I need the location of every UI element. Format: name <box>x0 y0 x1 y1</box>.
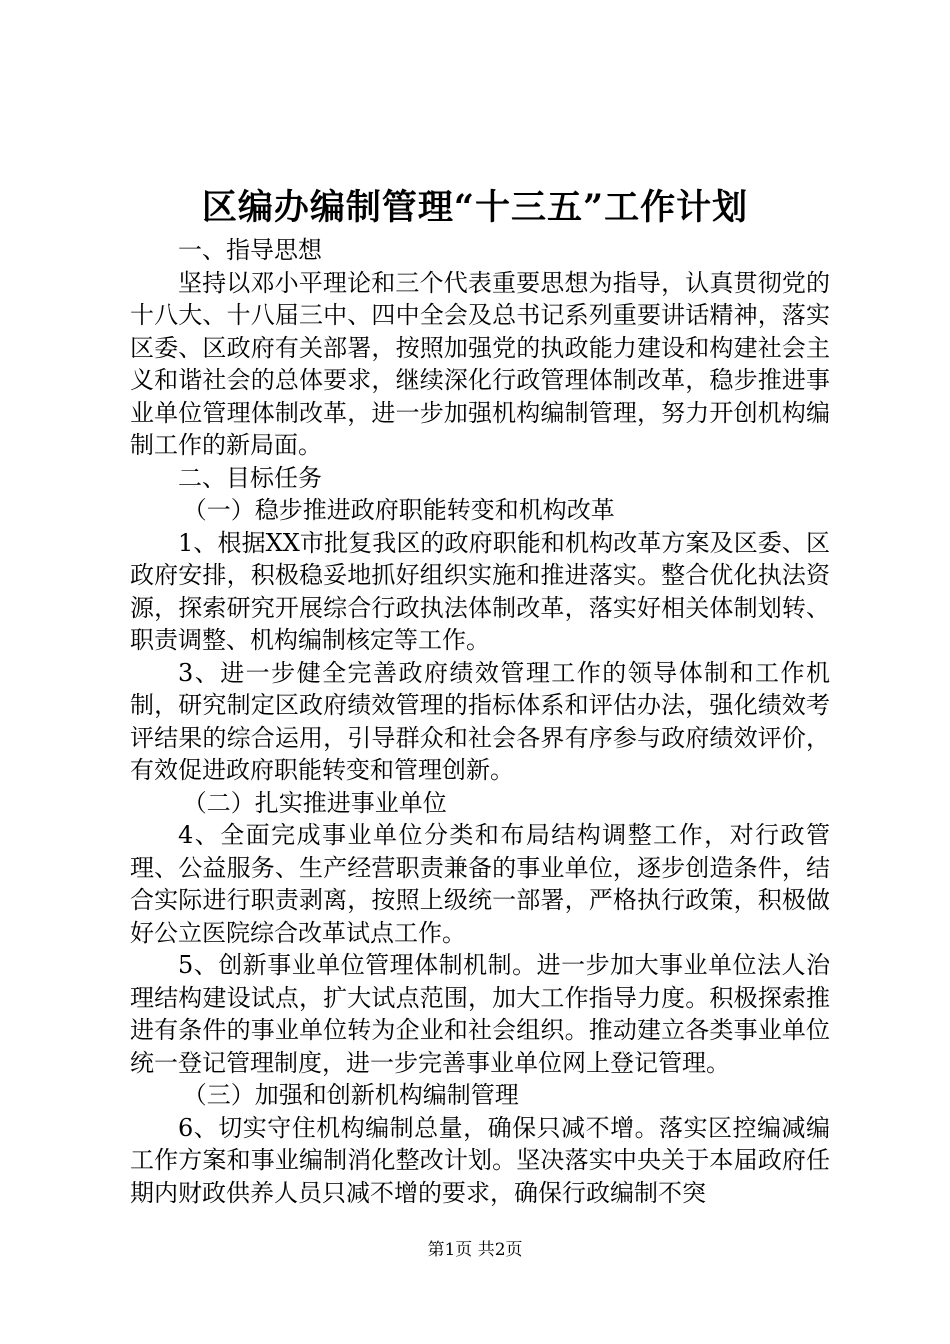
document-body <box>130 234 830 1209</box>
body-paragraph: 4、全面完成事业单位分类和布局结构调整工作，对行政管理、公益服务、生产经营职责兼备的事业单位，逐步创造条件，结合实际进行职责剥离，按照上级统一部署，严格执行政策，积极做好公立医院综合改革试点工作。 <box>130 821 830 947</box>
body-paragraph: 6、切实守住机构编制总量，确保只减不增。落实区控编减编工作方案和事业编制消化整改计划。坚决落实中央关于本届政府任期内财政供养人员只减不增的要求，确保行政编制不突 <box>130 1113 830 1207</box>
body-paragraph: 坚持以邓小平理论和三个代表重要思想为指导，认真贯彻党的十八大、十八届三中、四中全会及总书记系列重要讲话精神，落实区委、区政府有关部署，按照加强党的执政能力建设和构建社会主义和谐社会的总体要求，继续深化行政管理体制改革，稳步推进事业单位管理体制改革，进一步加强机构编制管理，努力开创机构编制工作的新局面。 <box>130 268 830 459</box>
subsection-heading: （三）加强和创新机构编制管理 <box>182 1081 519 1109</box>
body-paragraph: 1、根据XX市批复我区的政府职能和机构改革方案及区委、区政府安排，积极稳妥地抓好组织实施和推进落实。整合优化执法资源，探索研究开展综合行政执法体制改革，落实好相关体制划转、职责调整、机构编制核定等工作。 <box>130 528 830 654</box>
subsection-heading: （二）扎实推进事业单位 <box>182 788 447 817</box>
document-title: 区编办编制管理“十三五”工作计划 <box>201 187 749 228</box>
body-paragraph: 3、进一步健全完善政府绩效管理工作的领导体制和工作机制，研究制定区政府绩效管理的指标体系和评估办法，强化绩效考评结果的综合运用，引导群众和社会各界有序参与政府绩效评价，有效促进政府职能转变和管理创新。 <box>130 658 830 784</box>
section-heading: 二、目标任务 <box>178 463 322 492</box>
page-footer: 第1页 共2页 <box>427 1240 523 1260</box>
body-paragraph: 5、创新事业单位管理体制机制。进一步加大事业单位法人治理结构建设试点，扩大试点范围，加大工作指导力度。积极探索推进有条件的事业单位转为企业和社会组织。推动建立各类事业单位统一登记管理制度，进一步完善事业单位网上登记管理。 <box>130 951 830 1077</box>
section-heading: 一、指导思想 <box>178 236 322 264</box>
subsection-heading: （一）稳步推进政府职能转变和机构改革 <box>182 496 615 524</box>
